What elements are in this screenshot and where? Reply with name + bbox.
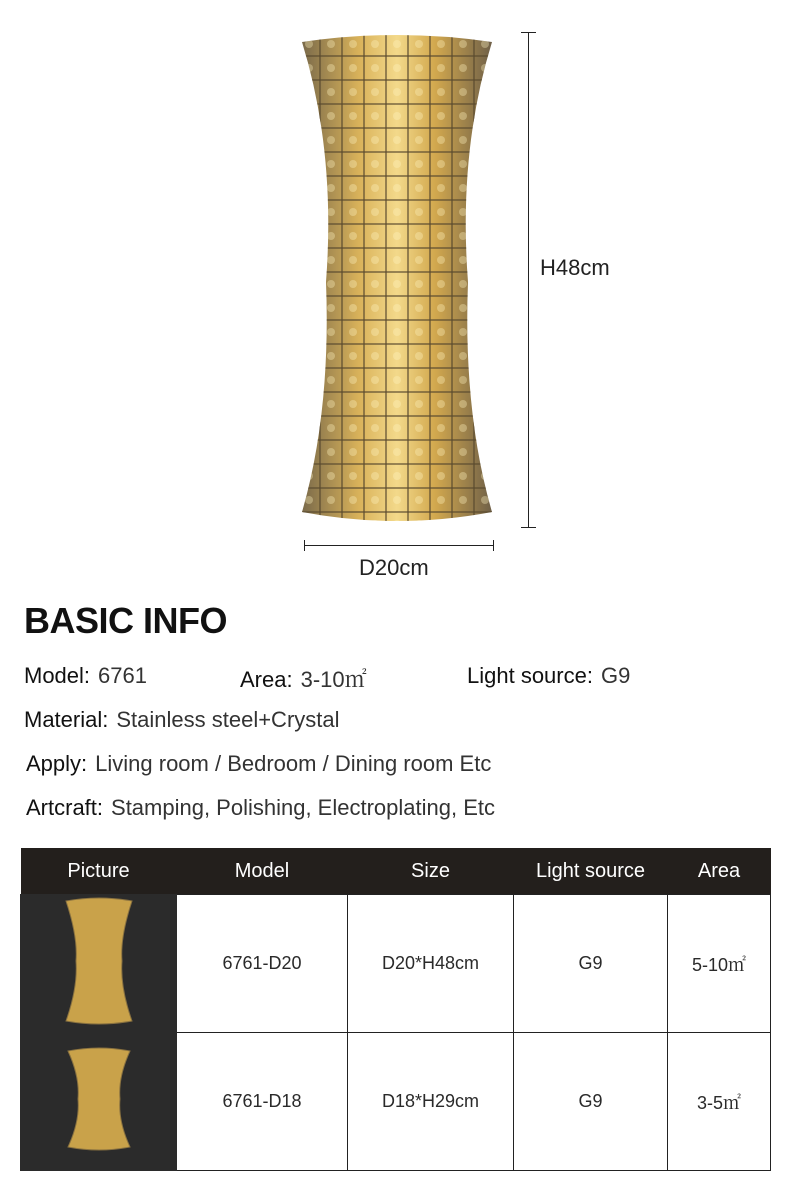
- model-label: Model:: [24, 663, 91, 688]
- info-apply: [26, 751, 491, 777]
- artcraft-value: Stamping, Polishing, Electroplating, Etc: [111, 795, 495, 820]
- table-header: [21, 848, 771, 895]
- cell-light-source: G9: [514, 1033, 668, 1171]
- area-value: 3-10㎡: [300, 667, 367, 692]
- cell-size: D18*H29cm: [348, 1033, 514, 1171]
- product-thumbnail: [21, 1033, 177, 1171]
- lamp-thumbnail-icon: [66, 1047, 132, 1151]
- diameter-label: D20cm: [359, 555, 429, 580]
- col-area: Area: [668, 848, 771, 895]
- area-label: Area:: [240, 667, 293, 692]
- crystal-lamp-illustration: [298, 32, 496, 530]
- lamp-thumbnail-icon: [64, 897, 134, 1025]
- info-light-source: [467, 663, 630, 689]
- col-size: Size: [348, 848, 514, 895]
- apply-value: Living room / Bedroom / Dining room Etc: [95, 751, 492, 776]
- light-source-value: G9: [600, 663, 631, 688]
- product-thumbnail: [21, 895, 177, 1033]
- cell-area: 3-5㎡: [668, 1033, 771, 1171]
- light-source-label: Light source:: [467, 663, 593, 688]
- info-area: [240, 663, 367, 694]
- material-value: Stainless steel+Crystal: [116, 707, 340, 732]
- col-model: Model: [177, 848, 348, 895]
- height-dimension-line: [528, 32, 529, 528]
- cell-area: 5-10㎡: [668, 895, 771, 1033]
- info-model: [24, 663, 147, 689]
- table-row: [21, 1033, 771, 1171]
- apply-label: Apply:: [26, 751, 88, 776]
- info-artcraft: [26, 795, 495, 821]
- info-material: [24, 707, 340, 733]
- material-label: Material:: [24, 707, 109, 732]
- cell-model: 6761-D18: [177, 1033, 348, 1171]
- spec-table: [20, 848, 771, 1171]
- cell-model: 6761-D20: [177, 895, 348, 1033]
- section-title: BASIC INFO: [24, 600, 228, 641]
- cell-light-source: G9: [514, 895, 668, 1033]
- table-row: [21, 895, 771, 1033]
- col-light-source: Light source: [514, 848, 668, 895]
- diameter-dimension-line: [304, 545, 494, 546]
- col-picture: Picture: [21, 848, 177, 895]
- product-image: [298, 32, 496, 530]
- model-value: 6761: [98, 663, 147, 688]
- height-label: H48cm: [540, 255, 610, 280]
- artcraft-label: Artcraft:: [26, 795, 104, 820]
- cell-size: D20*H48cm: [348, 895, 514, 1033]
